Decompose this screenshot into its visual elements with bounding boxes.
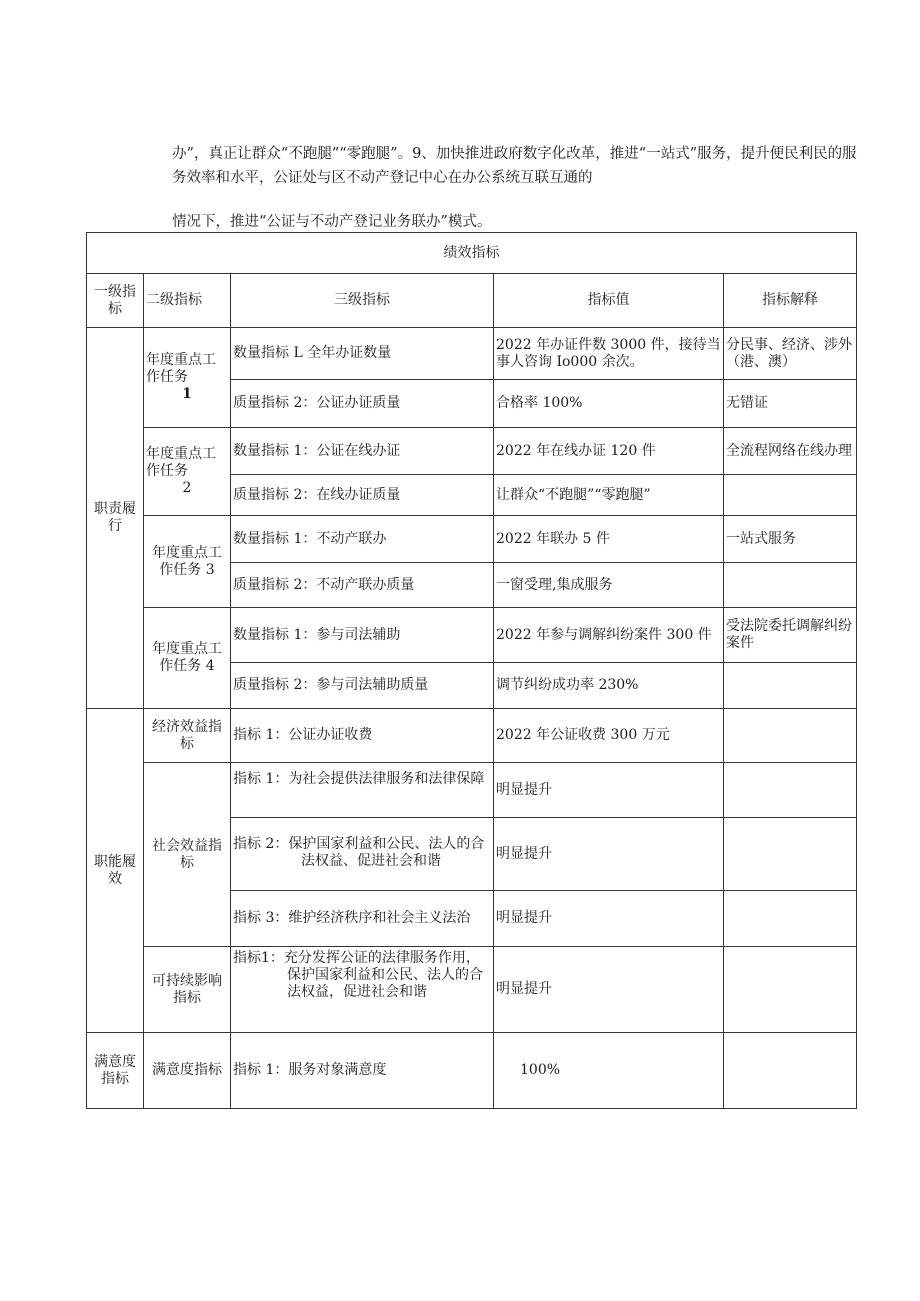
level3-cell: 数量指标 1：参与司法辅助 xyxy=(231,608,494,663)
value-cell: 明显提升 xyxy=(494,818,724,891)
note-cell xyxy=(724,1033,857,1109)
table-title: 绩效指标 xyxy=(87,233,857,274)
level2-cell: 社会效益指标 xyxy=(144,763,231,947)
level2-cell: 年度重点工作任务 4 xyxy=(144,608,231,709)
level2-cell: 满意度指标 xyxy=(144,1033,231,1109)
level3-cell: 指标 2：保护国家利益和公民、法人的合法权益、促进社会和谐 xyxy=(231,818,494,891)
note-cell: 分民事、经济、涉外（港、澳） xyxy=(724,328,857,380)
header-row xyxy=(87,274,857,328)
value-cell: 明显提升 xyxy=(494,763,724,818)
value-cell: 合格率 100% xyxy=(494,380,724,428)
table-row xyxy=(87,1033,857,1109)
level1-cell: 满意度指标 xyxy=(87,1033,144,1109)
note-cell xyxy=(724,663,857,709)
note-cell: 全流程网络在线办理 xyxy=(724,428,857,475)
level3-cell: 质量指标 2：公证办证质量 xyxy=(231,380,494,428)
level2-label: 年度重点工作任务 xyxy=(146,352,216,385)
intro-paragraph-continued: 情况下，推进“公证与不动产登记业务联办”模式。 xyxy=(172,214,492,230)
note-cell xyxy=(724,818,857,891)
value-cell: 明显提升 xyxy=(494,947,724,1033)
table-row xyxy=(87,516,857,563)
note-cell xyxy=(724,763,857,818)
table-row xyxy=(87,763,857,818)
table-row xyxy=(87,947,857,1033)
value-cell: 一窗受理,集成服务 xyxy=(494,563,724,608)
value-cell: 让群众“不跑腿”“零跑腿” xyxy=(494,475,724,516)
level3-cell: 质量指标 2：在线办证质量 xyxy=(231,475,494,516)
level2-cell: 可持续影响指标 xyxy=(144,947,231,1033)
header-level2: 二级指标 xyxy=(144,274,231,328)
intro-paragraph: 办”，真正让群众“不跑腿”“零跑腿”。9、加快推进政府数字化改革，推进“一站式”服务，提升便民利民的服务效率和水平，公证处与区不动产登记中心在办公系统互联互通的 xyxy=(172,146,857,186)
table-row xyxy=(87,328,857,380)
level2-cell: 经济效益指标 xyxy=(144,709,231,763)
level3-cell: 质量指标 2：不动产联办质量 xyxy=(231,563,494,608)
note-cell: 一站式服务 xyxy=(724,516,857,563)
header-level1: 一级指标 xyxy=(87,274,144,328)
table-row xyxy=(87,608,857,663)
level3-cell: 指标 1：服务对象满意度 xyxy=(231,1033,494,1109)
level2-number: 1 xyxy=(182,386,192,402)
level2-cell xyxy=(144,328,231,428)
header-value: 指标值 xyxy=(494,274,724,328)
level3-cell: 指标 1：为社会提供法律服务和法律保障 xyxy=(231,763,494,818)
level3-cell: 指标 3：维护经济秩序和社会主义法治 xyxy=(231,891,494,947)
level3-cell: 数量指标 1：公证在线办证 xyxy=(231,428,494,475)
value-cell: 2022 年在线办证 120 件 xyxy=(494,428,724,475)
level1-cell: 职责履行 xyxy=(87,328,144,709)
value-cell: 明显提升 xyxy=(494,891,724,947)
header-level3: 三级指标 xyxy=(231,274,494,328)
value-cell: 2022 年联办 5 件 xyxy=(494,516,724,563)
table-row xyxy=(87,709,857,763)
note-cell xyxy=(724,563,857,608)
level3-cell: 数量指标 1：不动产联办 xyxy=(231,516,494,563)
value-cell: 100% xyxy=(494,1033,724,1109)
performance-indicator-table xyxy=(86,232,857,1109)
header-note: 指标解释 xyxy=(724,274,857,328)
level2-cell: 年度重点工作任务 3 xyxy=(144,516,231,608)
note-cell xyxy=(724,709,857,763)
note-cell xyxy=(724,947,857,1033)
note-cell xyxy=(724,475,857,516)
note-cell: 受法院委托调解纠纷案件 xyxy=(724,608,857,663)
value-cell: 2022 年公证收费 300 万元 xyxy=(494,709,724,763)
value-cell: 2022 年参与调解纠纷案件 300 件 xyxy=(494,608,724,663)
level3-cell: 指标1：充分发挥公证的法律服务作用，保护国家利益和公民、法人的合法权益，促进社会和谐 xyxy=(231,947,494,1033)
level3-cell: 数量指标 L 全年办证数量 xyxy=(231,328,494,380)
level3-cell: 指标 1：公证办证收费 xyxy=(231,709,494,763)
note-cell: 无错证 xyxy=(724,380,857,428)
note-cell xyxy=(724,891,857,947)
value-cell: 2022 年办证件数 3000 件，接待当事人咨询 Io000 余次。 xyxy=(494,328,724,380)
level2-cell xyxy=(144,428,231,516)
value-cell: 调节纠纷成功率 230% xyxy=(494,663,724,709)
level3-cell: 质量指标 2：参与司法辅助质量 xyxy=(231,663,494,709)
level1-cell: 职能履效 xyxy=(87,709,144,1033)
level2-number: 2 xyxy=(182,480,192,496)
table-row xyxy=(87,428,857,475)
level2-label: 年度重点工作任务 xyxy=(146,446,216,479)
